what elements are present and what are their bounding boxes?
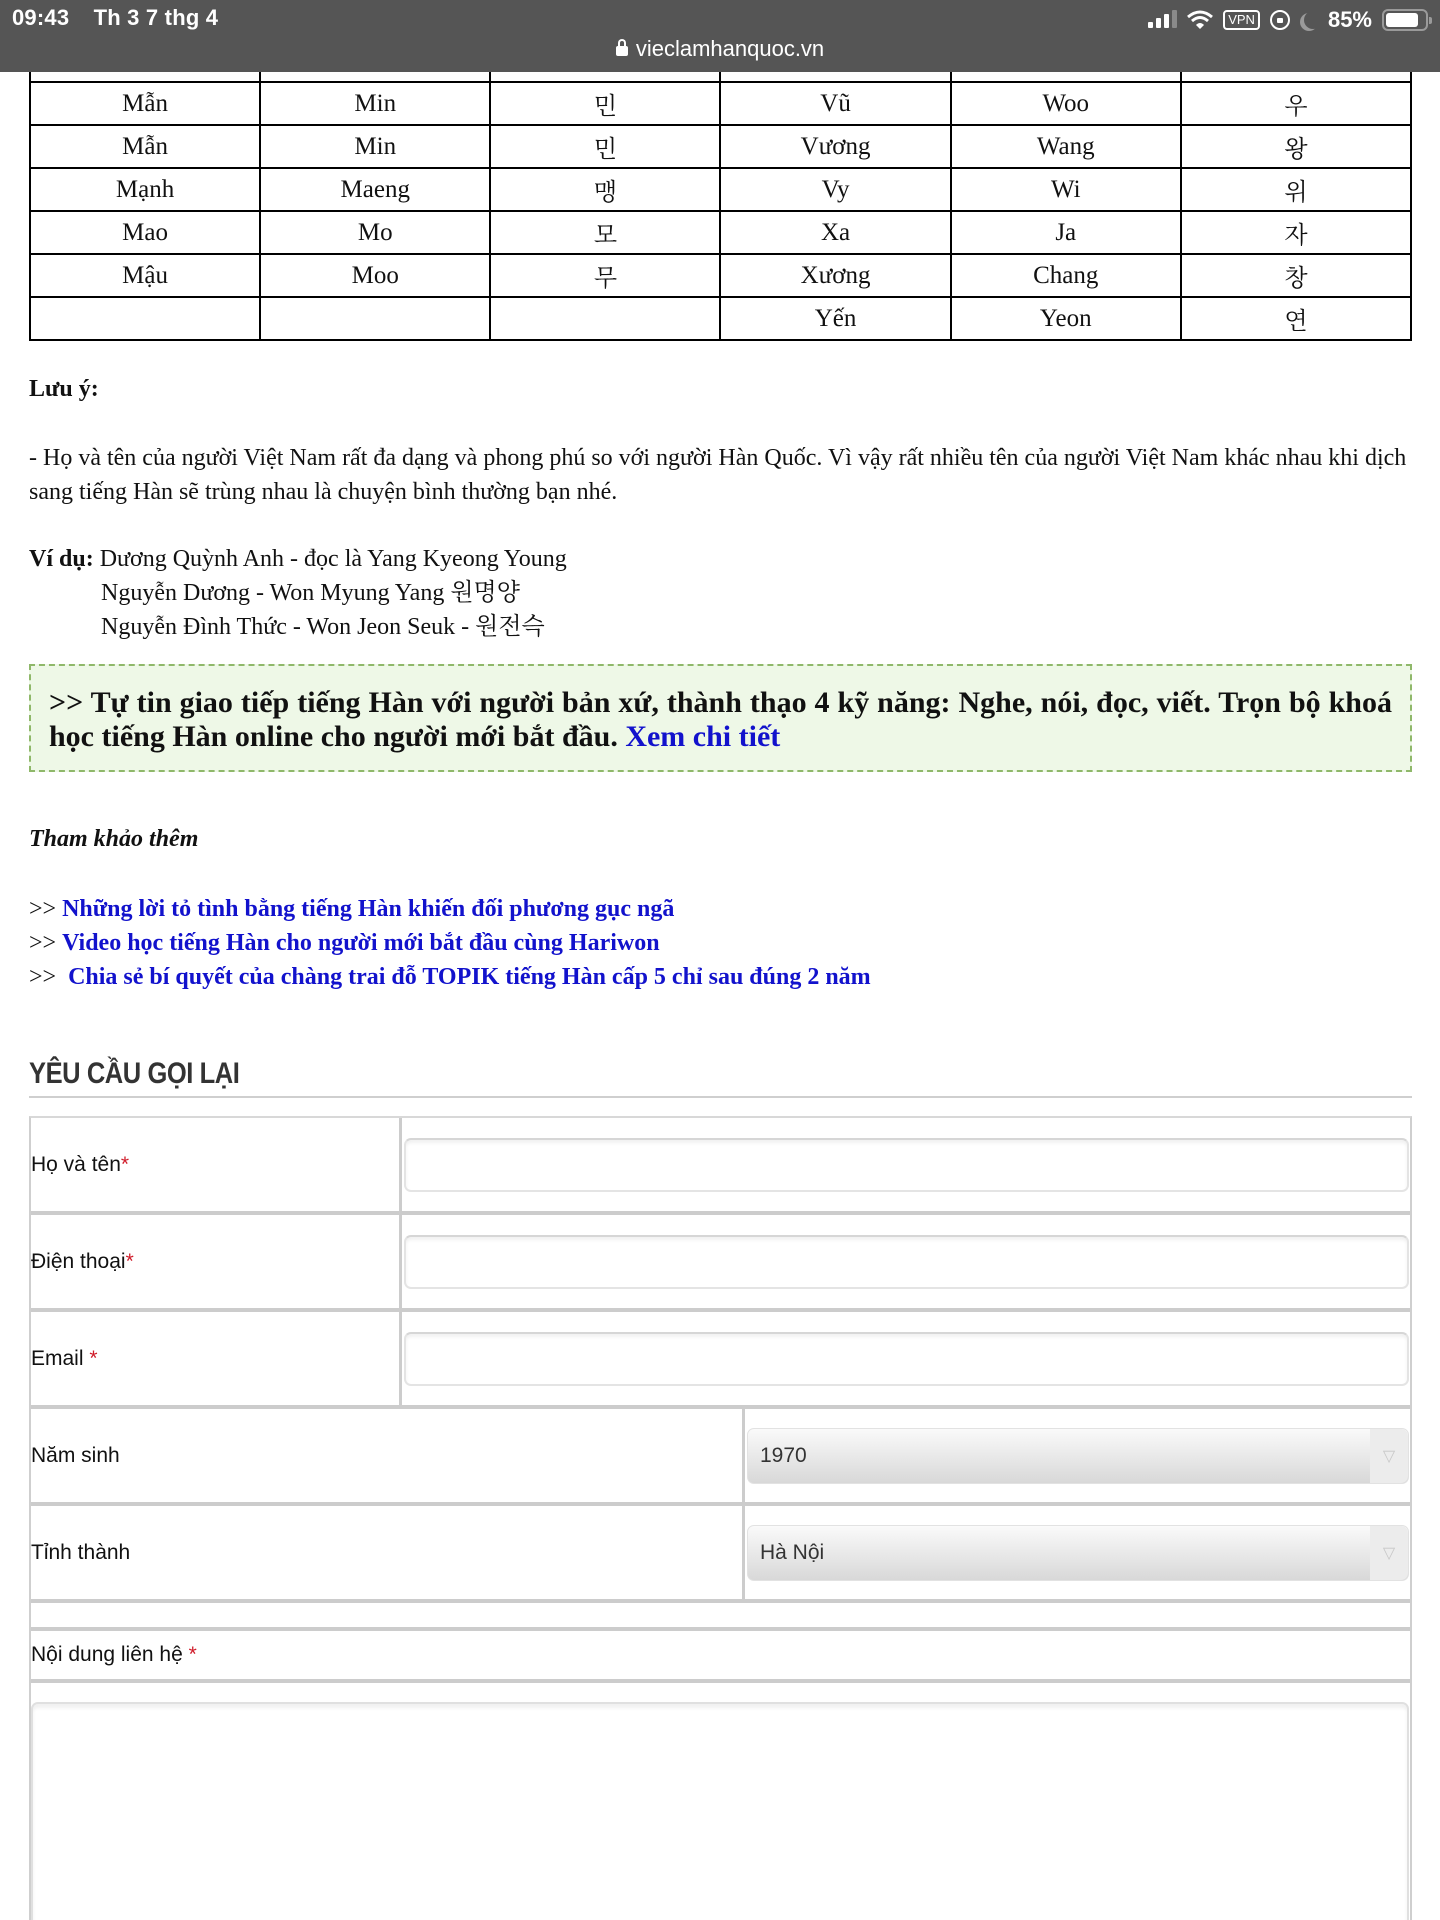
form-row-province [31,1506,1410,1603]
reference-link[interactable]: Chia sẻ bí quyết của chàng trai đỗ TOPIK tiếng Hàn cấp 5 chỉ sau đúng 2 năm [68,964,871,990]
rotation-lock-icon [1270,10,1290,30]
romanized-cell: Ja [951,211,1181,254]
romanized-cell: Moo [260,254,490,297]
example-line: Nguyễn Dương - Won Myung Yang 원명양 [101,580,520,606]
romanized-cell [260,297,490,340]
reference-prefix: >> [29,930,57,956]
romanized-cell: Yeon [951,297,1181,340]
promo-text: >> Tự tin giao tiếp tiếng Hàn với người bản xứ, thành thạo 4 kỹ năng: Nghe, nói, đọc, viết. Trọn bộ khoá học tiếng Hàn online cho người mới bắt đầu. [49,686,1392,753]
romanized-cell: Mo [260,211,490,254]
reference-prefix: >> [29,964,57,990]
status-time: 09:43 [12,5,70,30]
korean-cell: 민 [490,125,720,168]
required-mark: * [120,1152,130,1176]
references-title: Tham khảo thêm [29,826,199,852]
phone-input[interactable] [404,1235,1409,1289]
vpn-icon: VPN [1223,10,1260,30]
callback-form-heading: YÊU CẦU GỌI LẠI [29,1057,240,1090]
required-mark: * [89,1346,98,1370]
romanized-cell: Chang [951,254,1181,297]
korean-cell: 우 [1181,82,1411,125]
form-spacer [31,1603,1410,1631]
korean-cell: 모 [490,211,720,254]
example-label: Ví dụ: [29,546,94,572]
chevron-down-icon: ▽ [1370,1429,1408,1483]
reference-item [29,892,871,926]
email-label: Email [31,1346,90,1370]
vietnamese-cell: Vy [720,168,950,211]
vietnamese-cell: Mạnh [30,168,260,211]
table-row [30,168,1411,211]
romanized-cell: Min [260,82,490,125]
province-select[interactable] [747,1525,1409,1581]
example-line: Dương Quỳnh Anh - đọc là Yang Kyeong Young [99,546,567,572]
romanized-cell: Maeng [260,168,490,211]
vietnamese-cell: Mậu [30,254,260,297]
battery-icon [1382,9,1428,31]
required-mark: * [188,1643,197,1666]
address-bar[interactable] [0,36,1440,62]
note-body: - Họ và tên của người Việt Nam rất đa dạng và phong phú so với người Hàn Quốc. Vì vậy rất nhiều tên của người Việt Nam khác nhau khi dịch sang tiếng Hàn sẽ trùng nhau là chuyện bình thường bạn nhé. [29,445,1407,505]
korean-cell: 자 [1181,211,1411,254]
vietnamese-cell: Mẫn [30,82,260,125]
province-label: Tỉnh thành [31,1540,131,1564]
references-list [29,892,871,994]
province-value: Hà Nội [760,1540,825,1564]
table-row [30,125,1411,168]
message-textarea[interactable] [31,1702,1409,1920]
required-mark: * [125,1249,134,1273]
status-date: Th 3 7 thg 4 [93,5,219,30]
table-row [30,82,1411,125]
romanized-cell: Woo [951,82,1181,125]
note-title: Lưu ý: [29,376,99,402]
status-bar [0,0,1440,72]
name-input[interactable] [404,1138,1409,1192]
name-table [29,60,1412,341]
vietnamese-cell: Vũ [720,82,950,125]
reference-link[interactable]: Video học tiếng Hàn cho người mới bắt đầu cùng Hariwon [62,930,660,956]
birth-year-label: Năm sinh [31,1443,120,1467]
email-input[interactable] [404,1332,1409,1386]
vietnamese-cell: Xa [720,211,950,254]
vietnamese-cell: Vương [720,125,950,168]
example-block [29,542,567,644]
reference-link[interactable]: Những lời tỏ tình bằng tiếng Hàn khiến đối phương gục ngã [62,896,675,922]
chevron-down-icon: ▽ [1370,1526,1408,1580]
table-row [30,254,1411,297]
form-row-phone [31,1215,1410,1312]
signal-icon [1148,12,1177,28]
form-row-birth-year [31,1409,1410,1506]
table-row [30,297,1411,340]
heading-divider [29,1096,1412,1098]
lock-icon [616,46,628,56]
romanized-cell: Wi [951,168,1181,211]
course-promo-box [29,664,1412,772]
name-label: Họ và tên [31,1152,121,1176]
korean-cell [490,297,720,340]
korean-cell: 무 [490,254,720,297]
vietnamese-cell: Mẫn [30,125,260,168]
romanized-cell: Min [260,125,490,168]
moon-icon [1304,11,1322,29]
callback-form [29,1116,1412,1920]
phone-label: Điện thoại [31,1249,126,1273]
korean-cell: 위 [1181,168,1411,211]
reference-prefix: >> [29,896,57,922]
form-row-name [31,1118,1410,1215]
example-line: Nguyễn Đình Thức - Won Jeon Seuk - 원전슥 [101,614,545,640]
vietnamese-cell: Xương [720,254,950,297]
vietnamese-cell [30,297,260,340]
vietnamese-cell: Yến [720,297,950,340]
korean-cell: 왕 [1181,125,1411,168]
promo-details-link[interactable]: Xem chi tiết [625,720,781,753]
korean-cell: 연 [1181,297,1411,340]
form-row-message-label [31,1631,1410,1683]
korean-cell: 맹 [490,168,720,211]
url-text: vieclamhanquoc.vn [635,36,825,61]
korean-cell: 창 [1181,254,1411,297]
battery-fill [1386,13,1418,27]
table-row [30,211,1411,254]
form-row-email [31,1312,1410,1409]
reference-item [29,960,871,994]
battery-percent: 85% [1327,7,1372,32]
message-label: Nội dung liên hệ [31,1643,189,1666]
romanized-cell: Wang [951,125,1181,168]
vietnamese-cell: Mao [30,211,260,254]
birth-year-select[interactable] [747,1428,1409,1484]
wifi-icon [1187,10,1213,30]
korean-cell: 민 [490,82,720,125]
birth-year-value: 1970 [760,1443,807,1467]
reference-item [29,926,871,960]
